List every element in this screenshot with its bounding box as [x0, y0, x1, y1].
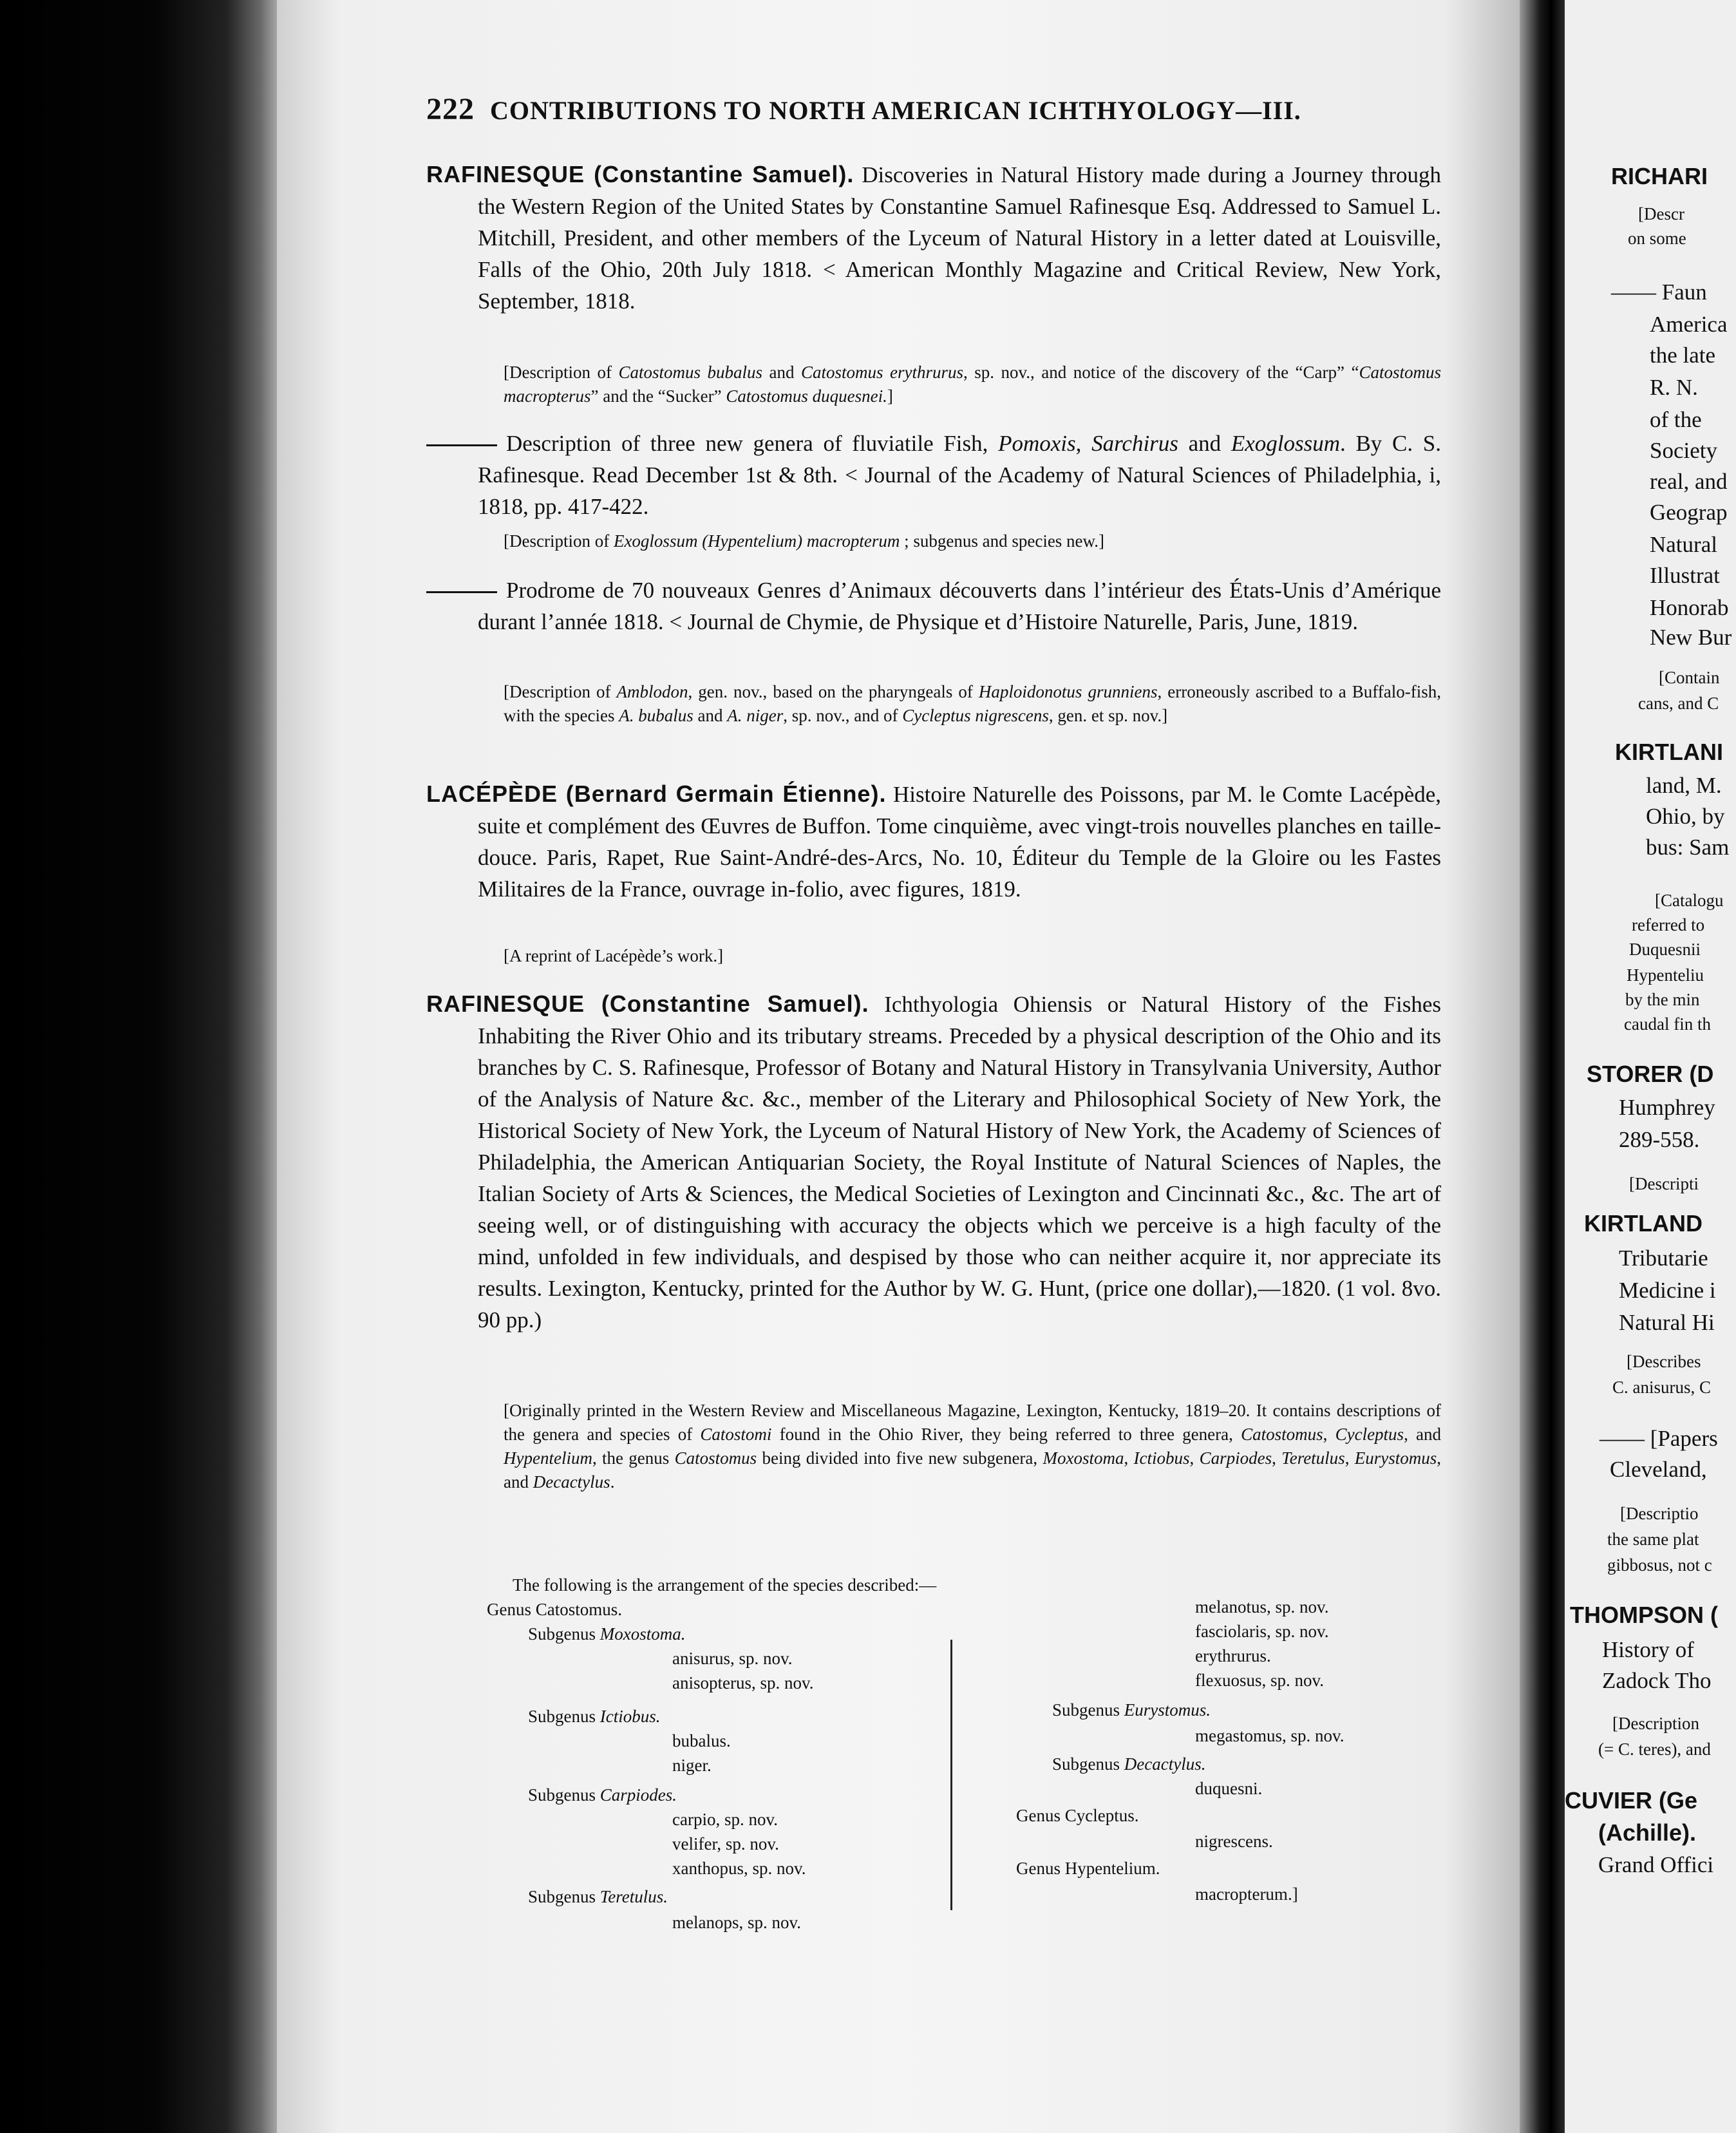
entry-prodrome	[426, 574, 1441, 638]
facing-page-cropped	[1565, 0, 1736, 2133]
facing-line: Cleveland,	[1610, 1457, 1707, 1482]
facing-line: R. N.	[1650, 375, 1698, 400]
facing-line: the same plat	[1607, 1530, 1699, 1549]
facing-line: Ohio, by	[1646, 804, 1725, 829]
facing-line: real, and	[1650, 469, 1728, 494]
facing-line: the late	[1650, 343, 1716, 368]
facing-line: Duquesnii	[1629, 940, 1701, 959]
facing-line: C. anisurus, C	[1612, 1378, 1712, 1397]
facing-line: of the	[1650, 407, 1702, 432]
facing-line: KIRTLANI	[1615, 739, 1723, 765]
species-item: nigrescens.	[1195, 1832, 1273, 1851]
facing-line: RICHARI	[1611, 163, 1708, 189]
entry-note: [A reprint of Lacépède’s work.]	[504, 946, 724, 965]
facing-line: Humphrey	[1619, 1095, 1715, 1120]
facing-line: 289-558.	[1619, 1127, 1700, 1152]
entry-text: Prodrome de 70 nouveaux Genres d’Animaux découverts dans l’intérieur des États-Unis d’Amérique durant l’année 1818. < Journal de Chymie, de Physique et d’Histoire Naturelle, Paris, June, 1819.	[426, 574, 1441, 638]
subgenus-ictiobus: Subgenus Ictiobus.	[528, 1707, 661, 1726]
facing-line: [Descripti	[1629, 1174, 1699, 1193]
entry-text	[426, 158, 1441, 317]
facing-line: Zadock Tho	[1602, 1668, 1712, 1693]
species-item: macropterum.]	[1195, 1884, 1298, 1904]
ditto-dash	[426, 591, 497, 593]
subgenus-decactylus: Subgenus Decactylus.	[1052, 1754, 1206, 1774]
arrangement-intro: The following is the arrangement of the species described:—	[513, 1575, 937, 1595]
column-divider	[950, 1640, 952, 1910]
author-heading: RAFINESQUE (Constantine Samuel).	[426, 991, 869, 1017]
entry-note: [Description of Exoglossum (Hypentelium) macropterum ; subgenus and species new.]	[504, 531, 1105, 551]
entry-text	[426, 778, 1441, 905]
facing-line: THOMPSON (	[1570, 1602, 1718, 1628]
facing-line: (= C. teres), and	[1598, 1740, 1711, 1759]
facing-line: Honorab	[1650, 595, 1729, 620]
facing-line: New Bur	[1650, 625, 1732, 650]
species-item: xanthopus, sp. nov.	[672, 1859, 806, 1878]
facing-line: History of	[1602, 1637, 1694, 1662]
genus-hypentelium: Genus Hypentelium.	[1016, 1859, 1160, 1878]
facing-line: caudal fin th	[1624, 1014, 1711, 1034]
page-number: 222	[426, 92, 475, 126]
species-item: flexuosus, sp. nov.	[1195, 1671, 1324, 1690]
facing-line: on some	[1628, 229, 1686, 248]
facing-line: [Contain	[1659, 668, 1720, 687]
facing-line: [Describes	[1627, 1352, 1701, 1371]
facing-line: CUVIER (Ge	[1565, 1787, 1698, 1814]
running-header	[426, 91, 1431, 127]
facing-line: STORER (D	[1587, 1061, 1714, 1087]
facing-line: [Descriptio	[1620, 1504, 1699, 1523]
facing-line: gibbosus, not c	[1607, 1555, 1712, 1575]
facing-line: —— Faun	[1611, 280, 1707, 305]
facing-line: by the min	[1625, 990, 1700, 1009]
subgenus-teretulus: Subgenus Teretulus.	[528, 1887, 668, 1906]
facing-line: Hypenteliu	[1627, 965, 1704, 985]
facing-line: [Description	[1612, 1714, 1699, 1733]
facing-line: [Descr	[1638, 204, 1684, 223]
facing-line: bus: Sam	[1646, 835, 1730, 860]
entry-lacepede	[426, 778, 1441, 905]
species-item: erythrurus.	[1195, 1646, 1271, 1665]
facing-line: KIRTLAND	[1584, 1210, 1703, 1237]
ditto-dash	[426, 444, 497, 446]
facing-line: land, M.	[1646, 773, 1722, 798]
facing-line: America	[1650, 312, 1728, 337]
entry-ichthyologia-ohiensis	[426, 988, 1441, 1336]
species-item: fasciolaris, sp. nov.	[1195, 1622, 1329, 1641]
author-heading: RAFINESQUE (Constantine Samuel).	[426, 161, 854, 187]
facing-line: Society	[1650, 438, 1717, 463]
facing-line: Natural	[1650, 532, 1717, 557]
facing-line: [Catalogu	[1655, 891, 1724, 910]
entry-body: Ichthyologia Ohiensis or Natural History of the Fishes Inhabiting the River Ohio and its tributary streams. Preceded by a physical description of the Ohio and its branches by C. S. Rafinesque, Professor of Botany and Natural History in Transylvania University, Author of the Analysis of Nature &c. &c., member of the Literary and Philosophical Society of New York, the Historical Society of New York, the Lyceum of Natural History of New York, the Academy of Sciences of Philadelphia, the American Antiquarian Society, the Royal Institute of Natural Sciences of Naples, the Italian Society of Arts & Sciences, the Medical Societies of Lexington and Cincinnati &c., &c. The art of seeing well, or of distinguishing with accuracy the objects which we perceive is a high faculty of the mind, unfolded in few individuals, and despised by those who can neither acquire it, nor appreciate its results. Lexington, Kentucky, printed for the Author by W. G. Hunt, (price one dollar),—1820. (1 vol. 8vo. 90 pp.)	[478, 992, 1441, 1332]
species-item: anisurus, sp. nov.	[672, 1649, 793, 1668]
species-item: duquesni.	[1195, 1779, 1263, 1798]
subgenus-carpiodes: Subgenus Carpiodes.	[528, 1785, 677, 1805]
facing-line: Tributarie	[1619, 1246, 1708, 1271]
species-item: carpio, sp. nov.	[672, 1810, 778, 1829]
entry-note: [Description of Catostomus bubalus and Catostomus erythrurus, sp. nov., and notice of the discovery of the “Carp” “Catostomus macropterus” and the “Sucker” Catostomus duquesnei.]	[504, 363, 1441, 406]
facing-line: Illustrat	[1650, 563, 1720, 588]
species-item: megastomus, sp. nov.	[1195, 1726, 1344, 1745]
facing-line: Medicine i	[1619, 1278, 1716, 1303]
facing-line: Grand Offici	[1598, 1852, 1714, 1877]
entry-body: Discoveries in Natural History made during a Journey through the Western Region of the United States by Constantine Samuel Rafinesque Esq. Addressed to Samuel L. Mitchill, President, and other members of the Lyceum of Natural History in a letter dated at Louisville, Falls of the Ohio, 20th July 1818. < American Monthly Magazine and Critical Review, New York, September, 1818.	[478, 162, 1442, 314]
species-item: anisopterus, sp. nov.	[672, 1673, 814, 1692]
species-item: bubalus.	[672, 1731, 731, 1750]
facing-line: —— [Papers	[1599, 1426, 1718, 1451]
entry-body: Histoire Naturelle des Poissons, par M. le Comte Lacépède, suite et complément des Œuvres de Buffon. Tome cinquième, avec vingt-trois nouvelles planches en taille-douce. Paris, Rapet, Rue Saint-André-des-Arcs, No. 10, Éditeur du Temple de la Gloire ou les Fastes Militaires de la France, ouvrage in-folio, avec figures, 1819.	[478, 782, 1442, 902]
entry-rafinesque-1818	[426, 158, 1441, 317]
subgenus-moxostoma: Subgenus Moxostoma.	[528, 1624, 686, 1644]
genus-cycleptus: Genus Cycleptus.	[1016, 1806, 1139, 1825]
species-item: melanotus, sp. nov.	[1195, 1597, 1329, 1616]
author-heading: LACÉPÈDE (Bernard Germain Étienne).	[426, 781, 887, 807]
entry-note: [Originally printed in the Western Review and Miscellaneous Magazine, Lexington, Kentucky, 1819–20. It contains descriptions of the genera and species of Catostomi found in the Ohio River, they being referred to three genera, Catostomus, Cycleptus, and Hypentelium, the genus Catostomus being divided into five new subgenera, Moxostoma, Ictiobus, Carpiodes, Teretulus, Eurystomus, and Decactylus.	[504, 1401, 1442, 1492]
entry-text: Description of three new genera of fluviatile Fish, Pomoxis, Sarchirus and Exoglossum. By C. S. Rafinesque. Read December 1st & 8th. < Journal of the Academy of Natural Sciences of Philadelphia, i, 1818, pp. 417-422.	[426, 428, 1441, 522]
entry-text	[426, 988, 1441, 1336]
species-item: velifer, sp. nov.	[672, 1834, 779, 1853]
running-title: CONTRIBUTIONS TO NORTH AMERICAN ICHTHYOLOGY—III.	[490, 96, 1301, 125]
book-gutter	[1520, 0, 1565, 2133]
entry-three-new-genera	[426, 428, 1441, 522]
species-item: melanops, sp. nov.	[672, 1913, 801, 1932]
facing-line: referred to	[1632, 915, 1705, 934]
book-edge-shadow	[0, 0, 283, 2133]
subgenus-eurystomus: Subgenus Eurystomus.	[1052, 1700, 1211, 1720]
entry-note: [Description of Amblodon, gen. nov., based on the pharyngeals of Haploidonotus grunniens, erroneously ascribed to a Buffalo-fish, with the species A. bubalus and A. niger, sp. nov., and of Cycleptus nigrescens, gen. et sp. nov.]	[504, 682, 1441, 725]
facing-line: Natural Hi	[1619, 1310, 1715, 1335]
facing-line: cans, and C	[1638, 694, 1719, 713]
facing-line: Geograp	[1650, 500, 1728, 525]
genus-catostomus: Genus Catostomus.	[487, 1600, 623, 1619]
species-item: niger.	[672, 1756, 712, 1775]
facing-line: (Achille).	[1598, 1819, 1697, 1846]
